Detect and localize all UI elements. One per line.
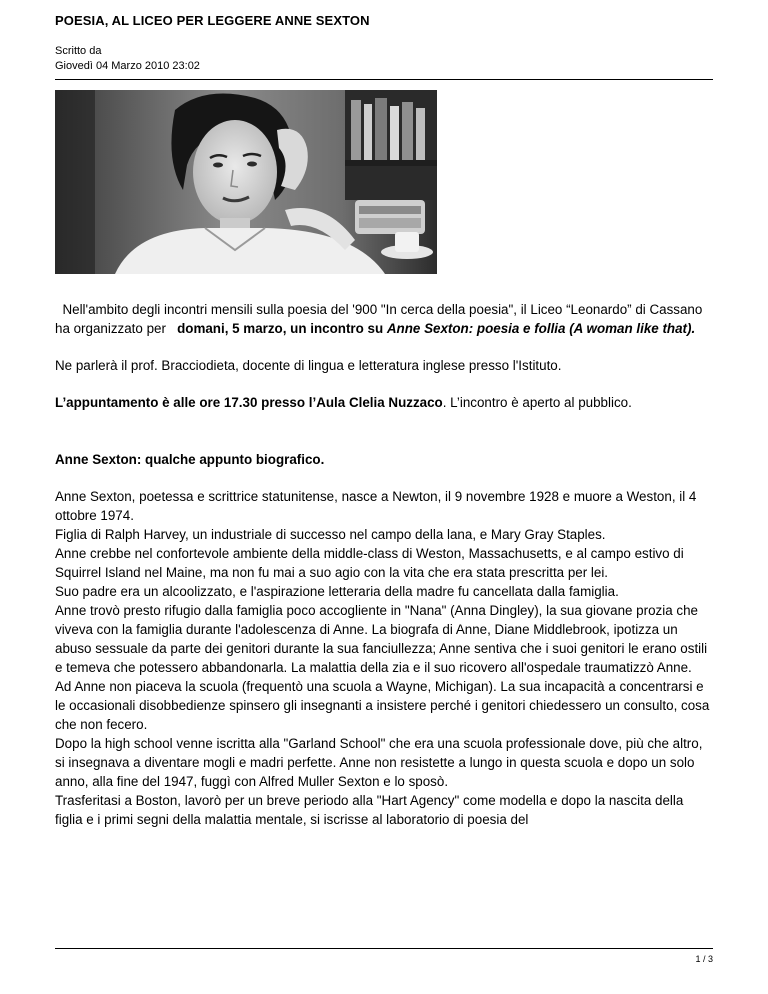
article-title: POESIA, AL LICEO PER LEGGERE ANNE SEXTON [55, 13, 370, 28]
intro-text: Nell'ambito degli incontri mensili sulla poesia del '900 "In cerca della poesia", il Liceo “Leonardo” di Cassano ha organizzato per [55, 302, 707, 336]
photo-illustration [55, 90, 437, 274]
intro-bold-text: domani, 5 marzo, un incontro su [173, 321, 387, 336]
bio-paragraph-2: Figlia di Ralph Harvey, un industriale di successo nel campo della lana, e Mary Gray Staples. [55, 527, 606, 542]
bio-paragraph-3: Anne crebbe nel confortevole ambiente della middle-class di Weston, Massachusetts, e al campo estivo di Squirrel Island nel Maine, ma non fu mai a suo agio con la vita che era stata prescritta per lei. [55, 546, 684, 580]
bio-heading: Anne Sexton: qualche appunto biografico. [55, 452, 325, 467]
bio-paragraph-1: Anne Sexton, poetessa e scrittrice statunitense, nasce a Newton, il 9 novembre 1928 e muore a Weston, il 4 ottobre 1974. [55, 489, 697, 523]
page-number: 1 / 3 [695, 954, 713, 964]
bio-paragraph-5: Anne trovò presto rifugio dalla famiglia poco accogliente in "Nana" (Anna Dingley), la sua giovane prozia che viveva con la famiglia durante l'adolescenza di Anne. La biografa di Anne, Diane Middlebrook, ipotizza un abuso sessuale da parte dei genitori durante la sua fanciullezza; Anne sentiva che i suoi genitori le erano ostili e temeva che potessero abbandonarla. La malattia della zia e il suo ricovero all'ospedale traumatizzò Anne. [55, 603, 708, 675]
article-body [55, 300, 713, 829]
footer-divider [55, 948, 713, 949]
photo-anne-sexton [55, 90, 437, 274]
bio-paragraph-4: Suo padre era un alcoolizzato, e l'aspirazione letteraria della madre fu cancellata dalla famiglia. [55, 584, 619, 599]
bio-paragraph-8: Trasferitasi a Boston, lavorò per un breve periodo alla "Hart Agency" come modella e dopo la nascita della figlia e i primi segni della malattia mentale, si iscrisse al laboratorio di poesia del [55, 793, 684, 827]
intro-paragraph [55, 300, 713, 338]
publish-date: Giovedì 04 Marzo 2010 23:02 [55, 60, 200, 72]
intro-title-text: Anne Sexton: poesia e follia (A woman like that). [386, 321, 696, 336]
header-divider [55, 79, 713, 80]
author-label: Scritto da [55, 45, 102, 57]
appointment-text: . L’incontro è aperto al pubblico. [442, 395, 632, 410]
article-meta [55, 44, 200, 74]
bio-paragraph-6: Ad Anne non piaceva la scuola (frequentò una scuola a Wayne, Michigan). La sua incapacità a concentrarsi e le occasionali disobbedienze spinsero gli insegnanti a insistere perché i genitori chiedessero un consulto, cosa che non fecero. [55, 679, 710, 732]
bio-paragraph-7: Dopo la high school venne iscritta alla "Garland School" che era una scuola professionale dove, più che altro, si insegnava a diventare mogli e madri perfette. Anne non resistette a lungo in questa scuola e dopo un solo anno, alla fine del 1947, fuggì con Alfred Muller Sexton e lo sposò. [55, 736, 703, 789]
appointment-paragraph [55, 393, 713, 412]
document-page [55, 0, 713, 994]
speaker-paragraph: Ne parlerà il prof. Bracciodieta, docente di lingua e letteratura inglese presso l'Istituto. [55, 358, 562, 373]
appointment-bold-text: L’appuntamento è alle ore 17.30 presso l’Aula Clelia Nuzzaco [55, 395, 443, 410]
